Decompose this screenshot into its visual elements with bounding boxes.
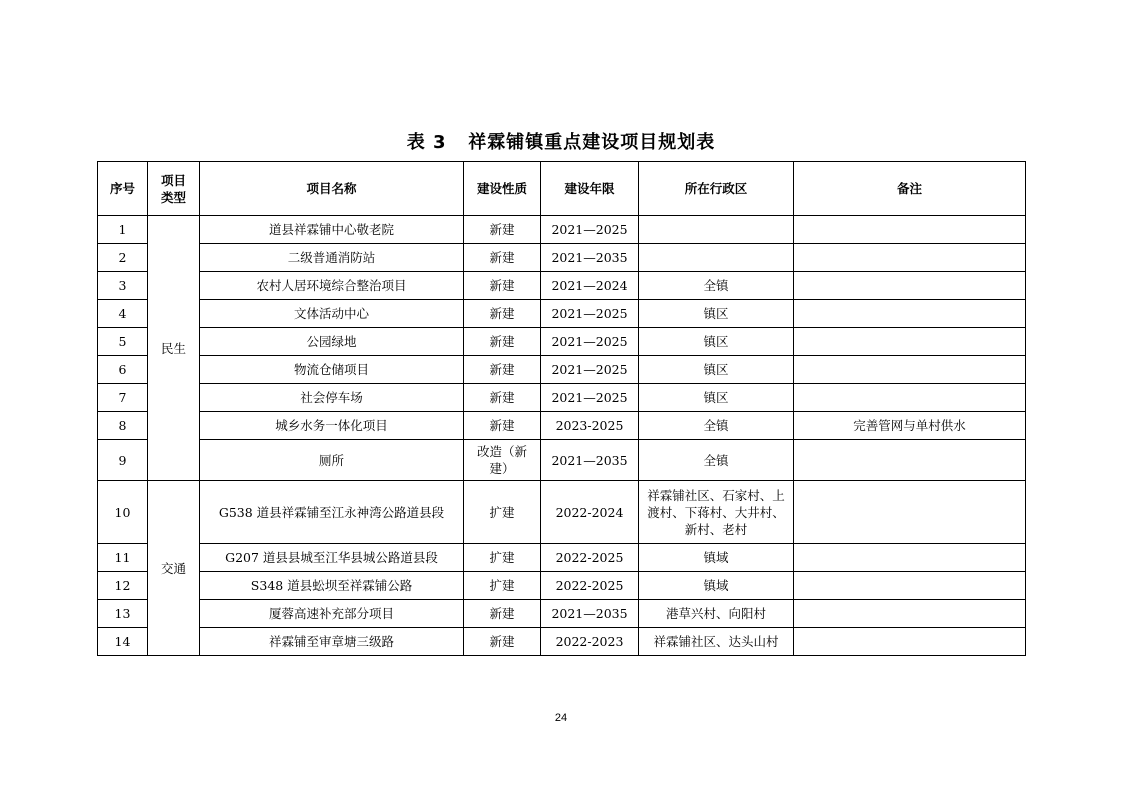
cell-years: 2022-2023 [541, 628, 639, 656]
cell-name: 二级普通消防站 [200, 244, 464, 272]
cell-note [794, 216, 1026, 244]
table-row [98, 600, 1026, 628]
cell-no: 7 [98, 384, 148, 412]
table-row [98, 272, 1026, 300]
cell-years: 2021—2025 [541, 328, 639, 356]
page-number: 24 [554, 712, 568, 724]
cell-nature: 新建 [464, 328, 541, 356]
cell-years: 2021—2025 [541, 356, 639, 384]
table-row [98, 300, 1026, 328]
table-row [98, 356, 1026, 384]
cell-nature: 新建 [464, 412, 541, 440]
cell-no: 5 [98, 328, 148, 356]
cell-nature: 扩建 [464, 572, 541, 600]
cell-no: 12 [98, 572, 148, 600]
cell-nature: 新建 [464, 300, 541, 328]
cell-no: 2 [98, 244, 148, 272]
cell-years: 2021—2035 [541, 244, 639, 272]
cell-no: 6 [98, 356, 148, 384]
cell-no: 10 [98, 481, 148, 544]
cell-district: 镇区 [639, 328, 794, 356]
cell-name: G538 道县祥霖铺至江永神湾公路道县段 [200, 481, 464, 544]
cell-name: 厕所 [200, 440, 464, 481]
cell-name: 厦蓉高速补充部分项目 [200, 600, 464, 628]
table-row [98, 628, 1026, 656]
cell-nature: 改造（新建） [464, 440, 541, 481]
cell-district: 全镇 [639, 412, 794, 440]
cell-district [639, 244, 794, 272]
col-header-years: 建设年限 [541, 162, 639, 216]
cell-years: 2021—2025 [541, 216, 639, 244]
cell-district [639, 216, 794, 244]
cell-note [794, 572, 1026, 600]
cell-district: 镇区 [639, 356, 794, 384]
table-body [98, 216, 1026, 656]
col-header-nature: 建设性质 [464, 162, 541, 216]
col-header-district: 所在行政区 [639, 162, 794, 216]
header-row [98, 162, 1026, 216]
cell-note [794, 356, 1026, 384]
col-header-type-text: 项目类型 [160, 172, 186, 205]
cell-note [794, 244, 1026, 272]
table-row [98, 440, 1026, 481]
cell-note [794, 328, 1026, 356]
cell-years: 2022-2024 [541, 481, 639, 544]
table-title: 表 3 祥霖铺镇重点建设项目规划表 [406, 132, 716, 153]
cell-no: 3 [98, 272, 148, 300]
cell-name: 城乡水务一体化项目 [200, 412, 464, 440]
cell-no: 1 [98, 216, 148, 244]
cell-name: 祥霖铺至审章塘三级路 [200, 628, 464, 656]
cell-type: 交通 [148, 481, 200, 656]
cell-nature: 扩建 [464, 481, 541, 544]
cell-no: 14 [98, 628, 148, 656]
table-row [98, 572, 1026, 600]
cell-note [794, 300, 1026, 328]
cell-note [794, 384, 1026, 412]
cell-name: G207 道县县城至江华县城公路道县段 [200, 544, 464, 572]
cell-no: 13 [98, 600, 148, 628]
cell-district: 全镇 [639, 272, 794, 300]
cell-district: 全镇 [639, 440, 794, 481]
cell-no: 11 [98, 544, 148, 572]
cell-nature: 新建 [464, 272, 541, 300]
cell-district: 港草兴村、向阳村 [639, 600, 794, 628]
cell-nature: 新建 [464, 244, 541, 272]
cell-years: 2021—2025 [541, 300, 639, 328]
cell-type: 民生 [148, 216, 200, 481]
cell-nature: 新建 [464, 628, 541, 656]
col-header-no: 序号 [98, 162, 148, 216]
cell-district: 祥霖铺社区、石家村、上渡村、下蒋村、大井村、新村、老村 [639, 481, 794, 544]
cell-no: 8 [98, 412, 148, 440]
cell-name: S348 道县蚣坝至祥霖铺公路 [200, 572, 464, 600]
cell-nature: 新建 [464, 216, 541, 244]
table-row [98, 544, 1026, 572]
cell-name: 农村人居环境综合整治项目 [200, 272, 464, 300]
cell-district: 镇区 [639, 384, 794, 412]
cell-nature: 扩建 [464, 544, 541, 572]
cell-no: 4 [98, 300, 148, 328]
cell-years: 2021—2024 [541, 272, 639, 300]
cell-note [794, 481, 1026, 544]
cell-nature: 新建 [464, 356, 541, 384]
cell-note [794, 600, 1026, 628]
col-header-name: 项目名称 [200, 162, 464, 216]
cell-district: 祥霖铺社区、达头山村 [639, 628, 794, 656]
cell-years: 2021—2035 [541, 600, 639, 628]
cell-nature: 新建 [464, 384, 541, 412]
cell-years: 2021—2025 [541, 384, 639, 412]
cell-name: 公园绿地 [200, 328, 464, 356]
col-header-type [148, 162, 200, 216]
cell-years: 2021—2035 [541, 440, 639, 481]
cell-name: 物流仓储项目 [200, 356, 464, 384]
table-row [98, 216, 1026, 244]
table-row [98, 384, 1026, 412]
cell-name: 道县祥霖铺中心敬老院 [200, 216, 464, 244]
cell-nature: 新建 [464, 600, 541, 628]
cell-note [794, 272, 1026, 300]
cell-name: 文体活动中心 [200, 300, 464, 328]
table-row [98, 412, 1026, 440]
cell-note [794, 544, 1026, 572]
cell-district: 镇区 [639, 300, 794, 328]
col-header-note: 备注 [794, 162, 1026, 216]
cell-name: 社会停车场 [200, 384, 464, 412]
cell-years: 2022-2025 [541, 572, 639, 600]
table-row [98, 328, 1026, 356]
cell-district: 镇域 [639, 572, 794, 600]
cell-district: 镇域 [639, 544, 794, 572]
cell-years: 2022-2025 [541, 544, 639, 572]
table-row [98, 244, 1026, 272]
project-plan-table [97, 161, 1026, 656]
cell-note: 完善管网与单村供水 [794, 412, 1026, 440]
cell-note [794, 628, 1026, 656]
cell-no: 9 [98, 440, 148, 481]
cell-years: 2023-2025 [541, 412, 639, 440]
table-row [98, 481, 1026, 544]
cell-note [794, 440, 1026, 481]
